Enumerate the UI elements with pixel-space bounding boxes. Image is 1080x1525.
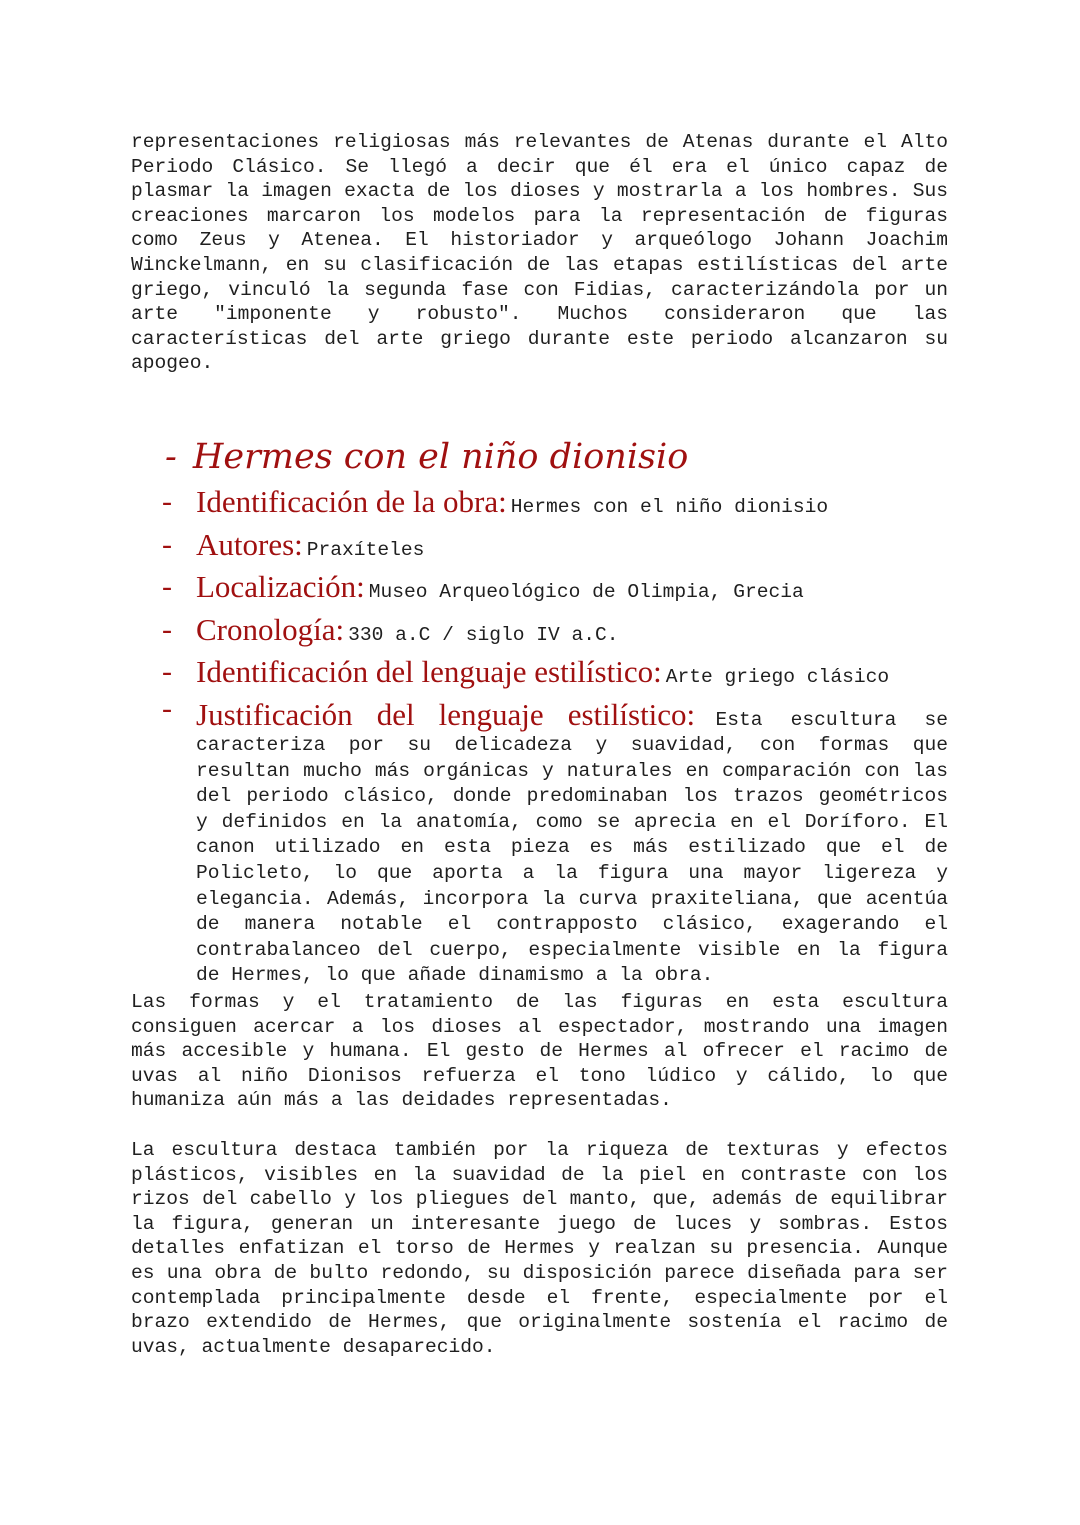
field-value: Esta escultura se caracteriza por su delicadeza y suavidad, con formas que resultan mucho más orgánicas y naturales en comparación con las del periodo clásico, donde predominaban los trazos geométricos y definidos en la anatomía, como se aprecia en el Doríforo. El canon utilizado en esta pieza es más estilizado que el de Policleto, lo que aporta a la figura una mayor ligereza y elegancia. Además, incorpora la curva praxiteliana, que acentúa de manera notable el contrapposto clásico, exagerando el contrabalanceo del cuerpo, especialmente visible en la figura de Hermes, lo que añade dinamismo a la obra. xyxy=(196,708,948,987)
field-label: Localización: xyxy=(196,569,365,604)
field-localizacion xyxy=(162,569,948,612)
section-heading xyxy=(165,432,688,482)
bullet-dash: - xyxy=(162,527,172,561)
field-justificacion xyxy=(162,691,948,990)
bullet-dash: - xyxy=(162,570,172,603)
field-value: Arte griego clásico xyxy=(665,666,890,688)
bullet-dash: - xyxy=(162,655,172,688)
field-cronologia xyxy=(162,612,948,655)
field-value: 330 a.C / siglo IV a.C. xyxy=(348,623,619,646)
field-lenguaje-estilistico xyxy=(162,654,948,697)
bullet-dash: - xyxy=(162,691,172,725)
humanize-paragraph: Las formas y el tratamiento de las figuras en esta escultura consiguen acercar a los dioses al espectador, mostrando una imagen más accesible y humana. El gesto de Hermes al ofrecer el racimo de uvas al niño Dionisos refuerza el tono lúdico y cálido, lo que humaniza aún más a las deidades representadas. xyxy=(131,991,948,1112)
field-label: Autores: xyxy=(196,526,303,562)
field-autores xyxy=(162,527,948,570)
field-label: Justificación del lenguaje estilístico: xyxy=(196,696,696,732)
section-heading-title: Hermes con el niño dionisio xyxy=(192,437,689,477)
textures-paragraph: La escultura destaca también por la riqueza de texturas y efectos plásticos, visibles en la suavidad de la piel en contraste con los rizos del cabello y los pliegues del manto, que, además de equilibrar la figura, generan un interesante juego de luces y sombras. Estos detalles enfatizan el torso de Hermes y realzan su presencia. Aunque es una obra de bulto redondo, su disposición parece diseñada para ser contemplada principalmente desde el frente, especialmente por el brazo extendido de Hermes, que originalmente sostenía el racimo de uvas, actualmente desaparecido. xyxy=(131,1139,948,1358)
bullet-dash: - xyxy=(162,485,172,518)
field-label: Identificación del lenguaje estilístico: xyxy=(196,654,662,689)
artwork-fields-list xyxy=(162,484,948,989)
field-label: Identificación de la obra: xyxy=(196,484,507,519)
field-value: Praxíteles xyxy=(306,538,425,561)
section-heading-dash: - xyxy=(165,437,177,477)
field-label: Cronología: xyxy=(196,611,345,647)
intro-paragraph: representaciones religiosas más relevantes de Atenas durante el Alto Periodo Clásico. Se llegó a decir que él era el único capaz de plasmar la imagen exacta de los dioses y mostrarla a los hombres. Sus creaciones marcaron los modelos para la representación de figuras como Zeus y Atenea. El historiador y arqueólogo Johann Joachim Winckelmann, en su clasificación de las etapas estilísticas del arte griego, vinculó la segunda fase con Fidias, caracterizándola por un arte "imponente y robusto". Muchos consideraron que las características del arte griego durante este periodo alcanzaron su apogeo. xyxy=(131,131,948,375)
field-identificacion xyxy=(162,484,948,527)
field-value: Museo Arqueológico de Olimpia, Grecia xyxy=(368,581,804,603)
bullet-dash: - xyxy=(162,612,172,646)
field-value: Hermes con el niño dionisio xyxy=(510,496,829,518)
